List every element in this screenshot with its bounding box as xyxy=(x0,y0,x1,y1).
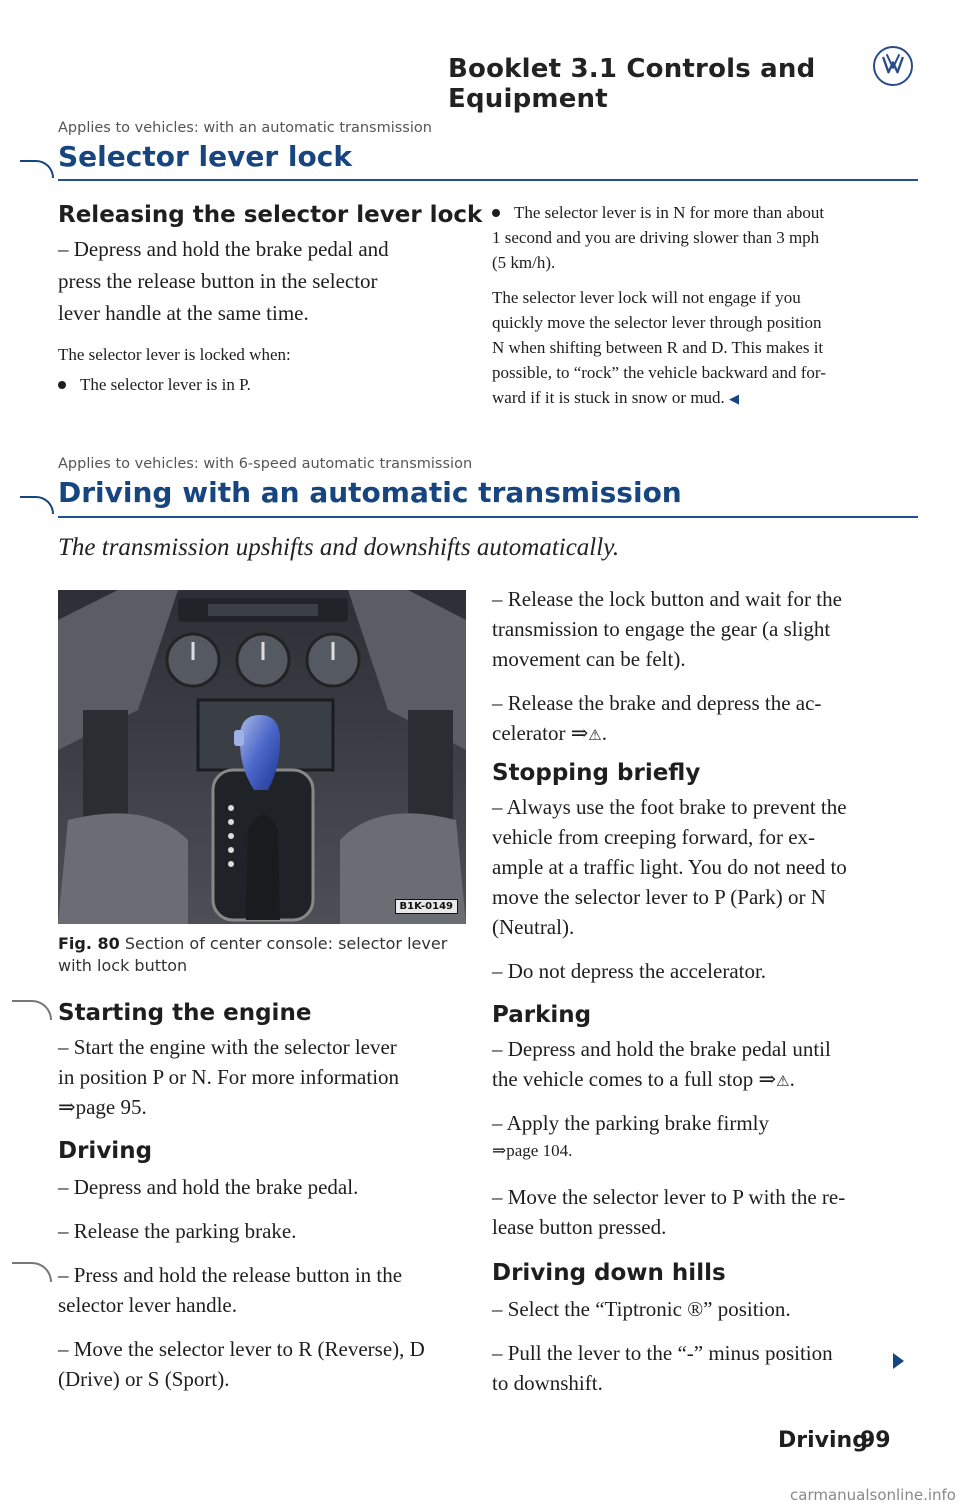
stopping-line: – Always use the foot brake to prevent the xyxy=(492,795,847,819)
driving-step: – Release the brake and depress the ac- xyxy=(492,691,822,715)
bullet-item: The selector lever is in P. xyxy=(80,372,251,397)
starting-engine-line: in position P or N. For more information xyxy=(58,1065,400,1089)
section1-divider xyxy=(58,179,918,181)
section1-applies-note: Applies to vehicles: with an automatic transmission xyxy=(58,120,432,136)
continue-arrow-icon[interactable] xyxy=(893,1353,904,1369)
footer-section-name: Driving xyxy=(778,1428,868,1453)
driving-down-hills-heading: Driving down hills xyxy=(492,1260,726,1286)
driving-step: – Press and hold the release button in the xyxy=(58,1263,403,1287)
driving-step-cont xyxy=(492,718,607,751)
stopping-line: – Do not depress the accelerator. xyxy=(492,959,767,983)
figure-caption-line xyxy=(58,932,447,956)
driving-step: – Release the lock button and wait for the xyxy=(492,587,842,611)
stopping-line: ample at a traffic light. You do not need to xyxy=(492,855,847,879)
stopping-line: (Neutral). xyxy=(492,915,575,939)
warning-icon[interactable]: ⚠ xyxy=(776,1074,790,1090)
hills-line: – Select the “Tiptronic ®” position. xyxy=(492,1297,791,1321)
period-text: . xyxy=(789,1067,795,1091)
parking-line: lease button pressed. xyxy=(492,1215,667,1239)
section1-step-line: press the release button in the selector xyxy=(58,269,378,293)
bullet-item: The selector lever is in N for more than about xyxy=(514,200,824,225)
page-side-mark xyxy=(12,1000,52,1020)
figure-caption-text: Section of center console: selector lever xyxy=(124,934,448,953)
section2-divider xyxy=(58,516,918,518)
bullet-continuation: 1 second and you are driving slower than 3 mph xyxy=(492,228,820,247)
parking-heading: Parking xyxy=(492,1002,592,1028)
locked-when-text: The selector lever is locked when: xyxy=(58,345,291,364)
watermark: carmanualsonline.info xyxy=(790,1486,956,1504)
section2-applies-note: Applies to vehicles: with 6-speed automatic transmission xyxy=(58,456,473,472)
section2-title: Driving with an automatic transmission xyxy=(58,476,682,509)
note-line xyxy=(492,385,739,411)
page-side-mark xyxy=(12,1262,52,1282)
full-stop-text: the vehicle comes to a full stop ⇒ xyxy=(492,1067,777,1091)
console-illustration xyxy=(58,590,466,924)
booklet-header-title: Booklet 3.1 Controls and Equipment xyxy=(448,54,816,114)
parking-line xyxy=(492,1064,795,1097)
note-line: possible, to “rock” the vehicle backward and for- xyxy=(492,363,826,382)
period-text: . xyxy=(601,721,607,745)
driving-step: – Depress and hold the brake pedal. xyxy=(58,1175,359,1199)
stopping-line: vehicle from creeping forward, for ex- xyxy=(492,825,816,849)
starting-engine-line: – Start the engine with the selector lever xyxy=(58,1035,397,1059)
section1-subhead: Releasing the selector lever lock xyxy=(58,202,483,228)
warning-icon[interactable]: ⚠ xyxy=(588,728,602,744)
driving-step-cont: movement can be felt). xyxy=(492,647,686,671)
hills-line: to downshift. xyxy=(492,1371,603,1395)
figure-caption-line: with lock button xyxy=(58,956,188,975)
driving-step: – Release the parking brake. xyxy=(58,1219,297,1243)
selector-lever-photo xyxy=(58,590,466,924)
stopping-briefly-heading: Stopping briefly xyxy=(492,760,701,786)
note-last-text: ward if it is stuck in snow or mud. xyxy=(492,388,725,407)
note-line: The selector lever lock will not engage if you xyxy=(492,288,801,307)
section-marker xyxy=(20,160,54,178)
hills-line: – Pull the lever to the “-” minus position xyxy=(492,1341,833,1365)
section1-title: Selector lever lock xyxy=(58,140,352,173)
section-marker xyxy=(20,496,54,514)
driving-step-cont: (Drive) or S (Sport). xyxy=(58,1367,230,1391)
bullet-continuation: (5 km/h). xyxy=(492,253,556,272)
page-reference-link[interactable]: ⇒page 95. xyxy=(58,1095,147,1119)
section1-step-line: lever handle at the same time. xyxy=(58,301,309,325)
note-line: quickly move the selector lever through position xyxy=(492,313,822,332)
figure-id-tag: B1K-0149 xyxy=(395,899,458,914)
section1-step-line: – Depress and hold the brake pedal and xyxy=(58,237,389,261)
stopping-line: move the selector lever to P (Park) or N xyxy=(492,885,826,909)
driving-heading: Driving xyxy=(58,1138,153,1164)
footer-page-number: 99 xyxy=(860,1428,891,1453)
parking-line: – Move the selector lever to P with the re- xyxy=(492,1185,846,1209)
driving-step-cont: selector lever handle. xyxy=(58,1293,237,1317)
vw-logo-icon xyxy=(873,46,913,86)
page-reference-link[interactable]: ⇒page 104. xyxy=(492,1141,573,1160)
driving-step: – Move the selector lever to R (Reverse), D xyxy=(58,1337,425,1361)
figure-label: Fig. 80 xyxy=(58,934,120,953)
parking-line: – Apply the parking brake firmly xyxy=(492,1111,770,1135)
starting-engine-heading: Starting the engine xyxy=(58,1000,312,1026)
parking-line: – Depress and hold the brake pedal until xyxy=(492,1037,831,1061)
driving-step-cont: transmission to engage the gear (a slight xyxy=(492,617,831,641)
note-line: N when shifting between R and D. This makes it xyxy=(492,338,824,357)
accelerator-text: celerator ⇒ xyxy=(492,721,589,745)
end-mark-icon: ◀ xyxy=(729,391,740,406)
section2-intro: The transmission upshifts and downshifts automatically. xyxy=(58,534,620,561)
